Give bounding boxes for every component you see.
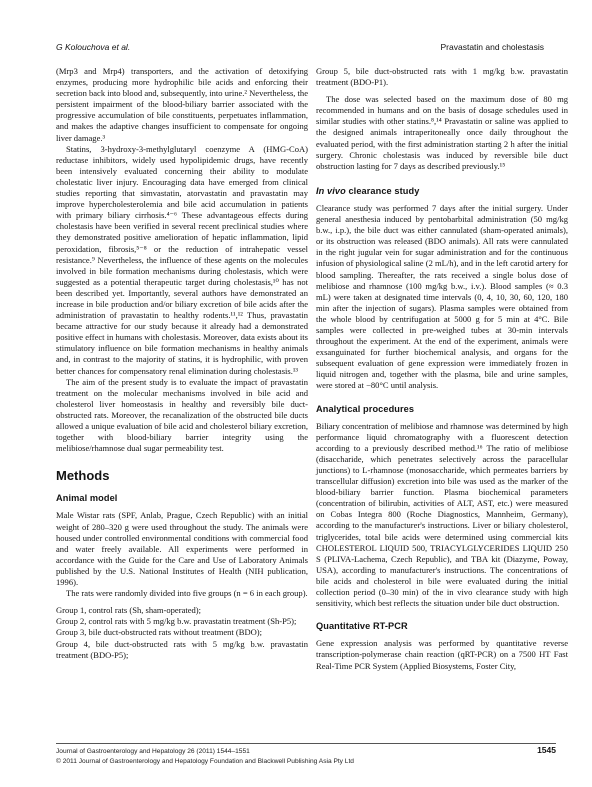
group-item: Group 4, bile duct-obstructed rats with 5 mg/kg b.w. pravastatin treatment (BDO-P5);	[56, 638, 308, 660]
rtpcr-heading: Quantitative RT-PCR	[316, 621, 408, 632]
clearance-heading-italic: In vivo	[316, 185, 346, 196]
group-item: Group 5, bile duct-obstructed rats with 1 mg/kg b.w. pravastatin treatment (BDO-P1).	[316, 66, 568, 88]
clearance-study-heading	[316, 186, 568, 197]
running-head-title: Pravastatin and cholestasis	[440, 42, 544, 52]
group-item: Group 2, control rats with 5 mg/kg b.w. pravastatin treatment (Sh-P5);	[56, 616, 297, 627]
page-number: 1545	[537, 745, 556, 755]
clearance-heading-rest: clearance study	[345, 185, 420, 196]
statins-paragraph: Statins, 3-hydroxy-3-methylglutaryl coenzyme A (HMG-CoA) reductase inhibitors, widely used hypolipidemic drugs, have recently been intensively evaluated concerning their ability to modulate cholestatic liver injury. Encouraging data have emerged from clinical studies reporting that simvastatin, atorvastatin and pravastatin may improve hypercholesterolemia and bile acid accumulation in patients with primary biliary cirrhosis.⁴⁻⁶ These advantageous effects during cholestasis have been verified in several recent preclinical studies where they demonstrated positive amelioration of hepatic inflammation, lipid peroxidation, fibrosis,⁵⁻⁸ or the reduction of intrahepatic vessel resistance.⁹ Nevertheless, the influence of these agents on the molecules involved in bile formation mechanisms during cholestasis, which were suggested as a potential therapeutic target during cholestasis,¹⁰ has not been described yet. Importantly, several authors have demonstrated an increase in bile production and/or biliary excretion of bile acids after the administration of pravastatin to healthy rodents.¹¹,¹² Thus, pravastatin became attractive for our study because it already had a demonstrated positive effect in humans with cholestasis. Moreover, data exists about its stimulatory influence on bile formation mechanisms in healthy animals and, in contrast to the majority of statins, it is hydrophilic, with proven better chances for compensatory renal elimination during cholestasis.¹³	[56, 143, 308, 376]
methods-heading: Methods	[56, 468, 110, 484]
aim-paragraph: The aim of the present study is to evaluate the impact of pravastatin treatment on the molecular mechanisms involved in bile acid and cholesterol liver homeostasis in healthy and reversibly bile duct-obstructed rats. Moreover, the recanalization of the obstructed bile ducts allowed a unique evaluation of bile acid and cholesterol biliary excretion, together with blood-biliary barrier integrity using the melibiose/rhamnose dual sugar permeability test.	[56, 376, 308, 454]
rtpcr-paragraph: Gene expression analysis was performed by quantitative reverse transcription-polymerase chain reaction (qRT-PCR) on a 7500 HT Fast Real-Time PCR System (Applied Biosystems, Foster City,	[316, 638, 568, 671]
groups-intro-paragraph: The rats were randomly divided into five groups (n = 6 in each group).	[66, 588, 308, 599]
intro-paragraph-continued: (Mrp3 and Mrp4) transporters, and the activation of detoxifying enzymes, producing more hydrophilic bile acids and enforcing their secretion back into blood and, subsequently, into urine.² Nevertheless, the persistent impairment of the blood-biliary barrier associated with the progressive accumulation of bile constituents, perpetuates inflammation, and makes the adaptive changes insufficient to compensate for ongoing liver damage.³	[56, 66, 308, 143]
dose-paragraph: The dose was selected based on the maximum dose of 80 mg recommended in humans and on the basis of dosage schedules used in similar studies with other statins.⁸,¹⁴ Pravastatin or saline was applied to the designed animals intraperitoneally once daily throughout the evaluated period, with the first administration starting 2 h after the initial surgery. Chronic cholestasis was induced by reversible bile duct obstruction lasting for 7 days as described previously.¹⁵	[316, 94, 568, 171]
animal-model-paragraph: Male Wistar rats (SPF, Anlab, Prague, Czech Republic) with an initial weight of 280–320 g were used throughout the study. The animals were housed under controlled environmental conditions with commercial food and water freely available. All experiments were performed in accordance with the Guide for the Care and Use of Laboratory Animals published by the U.S. National Institutes of Health (NIH publication, 1996).	[56, 510, 308, 588]
running-head-author: G Kolouchova et al.	[56, 42, 131, 52]
group-item: Group 3, bile duct-obstructed rats without treatment (BDO);	[56, 627, 263, 638]
left-column	[56, 66, 308, 661]
clearance-study-paragraph: Clearance study was performed 7 days after the initial surgery. Under general anesthesia induced by pentobarbital administration (50 mg/kg b.w., i.p.), the bile duct was either cannulated (sham-operated animals), or its obstruction was released (BDO animals). All rats were cannulated in the right jugular vein for sugar administration and for the continuous infusion of physiological saline (2 mL/h), and in the left carotid artery for blood sampling. Thereafter, the rats received a single bolus dose of melibiose and rhamnose (100 mg/kg b.w., i.v.). Blood samples (≈ 0.3 mL) were taken at designated time intervals (0, 4, 10, 30, 60, 120, 180 min after the injection of sugars). Plasma samples were obtained from the whole blood by centrifugation at 5000 g for 5 min at 4°C. Bile samples were collected in pre-weighed tubes at 30-min intervals throughout the experiment. At the end of the experiment, animals were exsanguinated for further biochemical analysis, and organs for the subsequent evaluation of gene expression were immediately frozen in liquid nitrogen and, together with the plasma, bile and urine samples, were stored at −80°C until analysis.	[316, 202, 568, 391]
animal-model-heading: Animal model	[56, 493, 118, 504]
right-column	[316, 66, 568, 672]
running-head	[0, 40, 592, 54]
footer-divider	[56, 743, 556, 744]
analytical-procedures-heading: Analytical procedures	[316, 403, 415, 414]
footer-journal-citation: Journal of Gastroenterology and Hepatology 26 (2011) 1544–1551	[56, 748, 250, 755]
analytical-procedures-paragraph: Biliary concentration of melibiose and rhamnose was determined by high performance liquid chromatography with a fluorescent detection according to a previously described method.¹⁶ The ratio of melibiose (disaccharide, which penetrates selectively across the paracellular junctions) to L-rhamnose (monosaccharide, which permeates barriers by transcellular diffusion) excretion into bile was used as the marker of the blood-biliary barrier function. Plasma biochemical parameters (concentration of bilirubin, activities of ALT, AST, etc.) were measured on Cobas Integra 800 (Roche Diagnostics, Mannheim, Germany), according to the manufacturer's instructions. Liver or biliary cholesterol, triglycerides, total bile acids were determined using commercial kits CHOLESTEROL LIQUID 500, TRIACYLGLYCERIDES LIQUID 250 S (PLIVA-Lachema, Czech Republic), and TBA kit (Diazyme, Poway, USA), according to manufacturer's instructions. The concentrations of bile acids and cholesterol in bile were evaluated during the initial collection period (0–30 min) of the in vivo clearance study with high sensitivity, which best reflects the situation under bile duct obstruction.	[316, 420, 568, 609]
group-item: Group 1, control rats (Sh, sham-operated);	[56, 605, 202, 616]
footer-copyright: © 2011 Journal of Gastroenterology and Hepatology Foundation and Blackwell Publishing Asia Pty Ltd	[56, 758, 354, 765]
